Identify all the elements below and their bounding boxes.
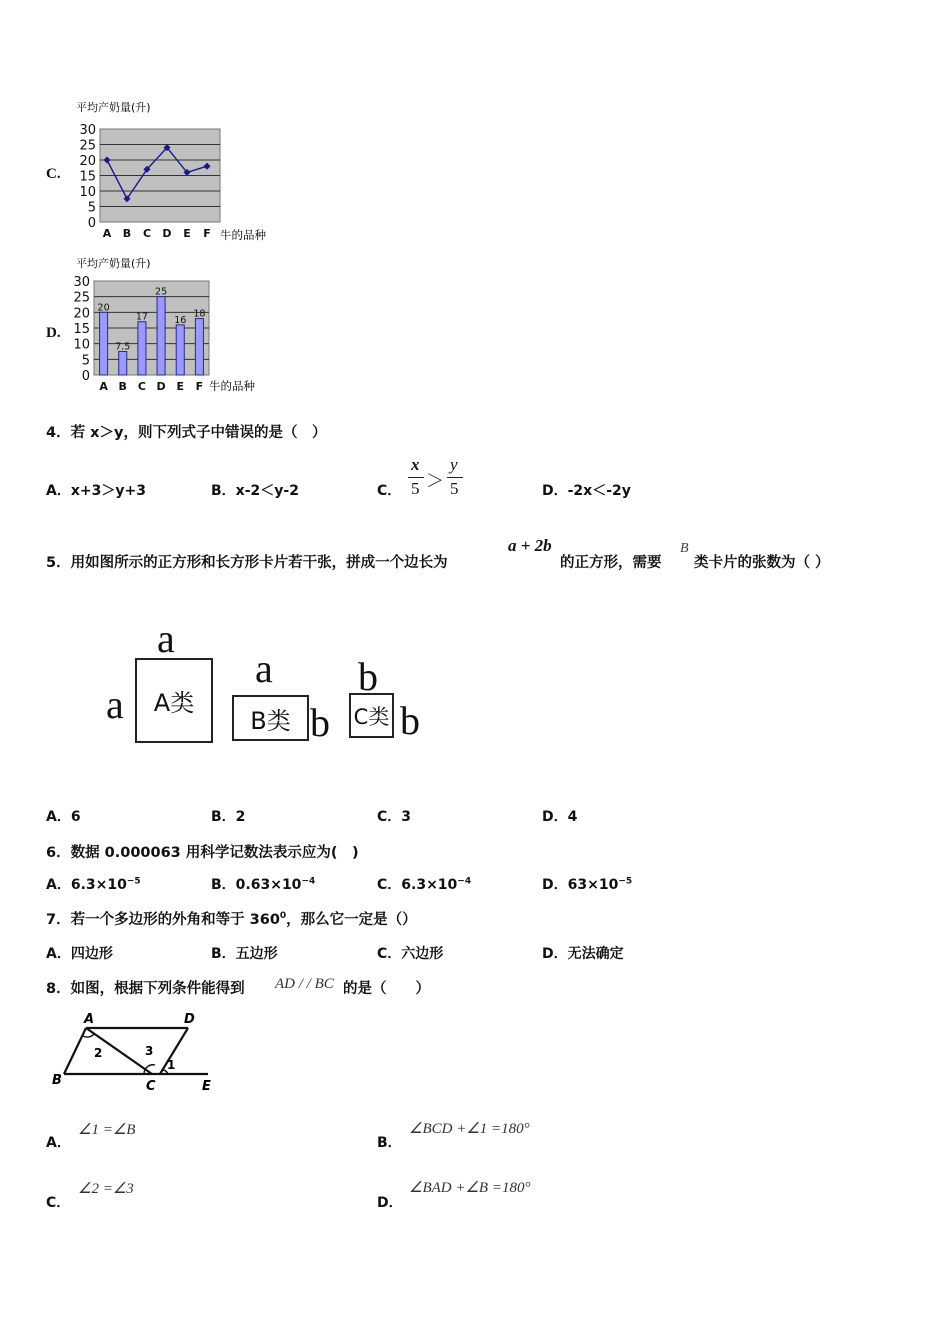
greater-than-sign: ＞ — [426, 471, 444, 492]
q7-option-a: A．四边形 — [46, 946, 113, 962]
q5-stem-math: a + 2b — [508, 536, 552, 555]
point-c-label: C — [146, 1079, 156, 1094]
line-chart — [70, 96, 290, 246]
q4-option-c-math — [404, 455, 474, 505]
x-tick-label: C — [142, 227, 152, 240]
option-d-label: D. — [46, 325, 61, 341]
x-tick-label: A — [99, 380, 108, 393]
label-b-right: b — [310, 700, 330, 745]
card-a: A类 — [135, 658, 213, 743]
fraction-bar — [447, 477, 463, 478]
q8-option-c-math: ∠2 =∠3 — [78, 1181, 134, 1197]
x-tick-label: E — [183, 227, 191, 240]
label-a-left: a — [106, 682, 124, 727]
parallelogram-figure — [48, 1008, 228, 1098]
q4-stem: 4．若 x＞y，则下列式子中错误的是（ ） — [46, 425, 327, 441]
label-a-top: a — [157, 616, 175, 661]
bar-chart — [70, 252, 290, 397]
x-tick-label: A — [102, 227, 112, 240]
fraction-denominator: 5 — [450, 479, 459, 498]
y-tick-label: 5 — [87, 200, 96, 216]
x-tick-label: F — [195, 380, 204, 393]
bar — [176, 325, 184, 375]
y-tick-label: 0 — [87, 216, 96, 231]
q6-stem: 6．数据 0.000063 用科学记数法表示应为( ) — [46, 845, 359, 861]
q5-figure — [100, 615, 440, 750]
x-tick-label: E — [176, 380, 185, 393]
q5-option-c: C．3 — [377, 809, 412, 825]
y-tick-label: 30 — [79, 123, 96, 138]
q5-option-a: A．6 — [46, 809, 81, 825]
q8-stem-pre: 8．如图，根据下列条件能得到 — [46, 981, 245, 997]
exponent: −5 — [618, 876, 633, 887]
x-tick-label: B — [122, 227, 132, 240]
q8-option-d-math: ∠BAD +∠B =180° — [409, 1180, 531, 1196]
fraction-numerator-y: y — [450, 455, 458, 474]
exponent: −4 — [457, 876, 472, 887]
y-tick-label: 15 — [79, 169, 96, 185]
y-tick-label: 25 — [73, 290, 90, 306]
degree-superscript: 0 — [279, 911, 287, 922]
angle-2-arc — [83, 1034, 94, 1037]
q5-stem-pre: 5．用如图所示的正方形和长方形卡片若干张，拼成一个边长为 — [46, 555, 448, 571]
q6-option-c — [377, 874, 471, 894]
x-tick-label: C — [137, 380, 146, 393]
angle-2-label: 2 — [94, 1046, 103, 1060]
label-b-top-c: b — [358, 654, 378, 699]
point-a-label: A — [84, 1012, 95, 1027]
q5-stem-mid: 的正方形，需要 — [560, 555, 662, 571]
chart-title: 平均产奶量(升) — [76, 257, 151, 270]
option-text: B．0.63×10 — [211, 877, 302, 893]
q5-option-d: D．4 — [542, 809, 578, 825]
x-axis-label: 牛的品种 — [220, 228, 266, 242]
x-axis-label: 牛的品种 — [209, 379, 255, 393]
bar — [138, 322, 146, 375]
y-tick-label: 0 — [81, 369, 90, 384]
card-b: B类 — [232, 695, 309, 741]
q6-option-d — [542, 874, 632, 894]
q6-option-a — [46, 874, 141, 894]
label-b-right-c: b — [400, 698, 420, 743]
y-tick-label: 30 — [73, 275, 90, 290]
q8-option-b-math: ∠BCD +∠1 =180° — [409, 1121, 530, 1137]
label-a-top-b: a — [255, 646, 273, 691]
y-tick-label: 20 — [79, 154, 96, 169]
q7-stem — [46, 908, 417, 929]
bar — [157, 297, 165, 375]
q8-option-a-label: A． — [46, 1135, 71, 1151]
q7-option-c: C．六边形 — [377, 946, 444, 962]
point-d-label: D — [184, 1012, 195, 1027]
segment-ab — [64, 1028, 86, 1074]
y-tick-label: 10 — [79, 185, 96, 200]
y-tick-label: 20 — [73, 306, 90, 322]
y-tick-label: 5 — [81, 353, 90, 369]
option-text: C．6.3×10 — [377, 877, 458, 893]
data-label: 20 — [97, 302, 110, 314]
q7-option-d: D．无法确定 — [542, 946, 624, 962]
data-label: 16 — [174, 314, 187, 326]
q4-option-c-label: C． — [377, 483, 402, 499]
q8-option-c-label: C． — [46, 1195, 71, 1211]
bar — [119, 352, 127, 376]
chart-title: 平均产奶量(升) — [76, 101, 151, 114]
q8-option-a-math: ∠1 =∠B — [78, 1122, 136, 1138]
q4-option-b: B．x-2＜y-2 — [211, 483, 299, 499]
x-tick-label: F — [203, 227, 211, 240]
angle-1-label: 1 — [167, 1058, 176, 1072]
bar — [195, 319, 203, 375]
option-text: A．6.3×10 — [46, 877, 127, 893]
q5-stem-math-b: B — [680, 541, 689, 556]
card-c: C类 — [349, 693, 394, 738]
q7-option-b: B．五边形 — [211, 946, 278, 962]
bar — [100, 312, 108, 375]
angle-3-label: 3 — [145, 1044, 154, 1058]
q8-stem-math: AD / / BC — [275, 976, 334, 992]
q4-option-a: A．x+3＞y+3 — [46, 483, 146, 499]
q5-stem-post: 类卡片的张数为（ ） — [694, 555, 830, 571]
x-tick-label: D — [156, 380, 166, 393]
q8-option-d-label: D． — [377, 1195, 403, 1211]
exponent: −4 — [301, 876, 316, 887]
q5-option-b: B．2 — [211, 809, 246, 825]
option-text: D．63×10 — [542, 877, 619, 893]
fraction-denominator: 5 — [411, 479, 420, 498]
fraction-bar — [408, 477, 424, 478]
point-b-label: B — [52, 1073, 62, 1088]
q8-option-b-label: B． — [377, 1135, 402, 1151]
stem-text: 7．若一个多边形的外角和等于 360 — [46, 912, 280, 928]
y-tick-label: 25 — [79, 138, 96, 154]
point-e-label: E — [202, 1079, 211, 1094]
fraction-numerator-x: x — [411, 455, 420, 474]
data-label: 18 — [193, 308, 206, 320]
q4-option-d: D．-2x＜-2y — [542, 483, 631, 499]
option-c-label: C. — [46, 166, 61, 182]
data-label: 7.5 — [115, 341, 131, 353]
x-tick-label: B — [118, 380, 127, 393]
q8-stem-post: 的是（ ） — [343, 981, 430, 997]
exponent: −5 — [126, 876, 141, 887]
x-tick-label: D — [162, 227, 172, 240]
q6-option-b — [211, 874, 315, 894]
y-tick-label: 10 — [73, 337, 90, 353]
data-label: 25 — [155, 286, 168, 298]
stem-text: ，那么它一定是（） — [286, 912, 417, 928]
data-label: 17 — [135, 311, 148, 323]
y-tick-label: 15 — [73, 322, 90, 337]
